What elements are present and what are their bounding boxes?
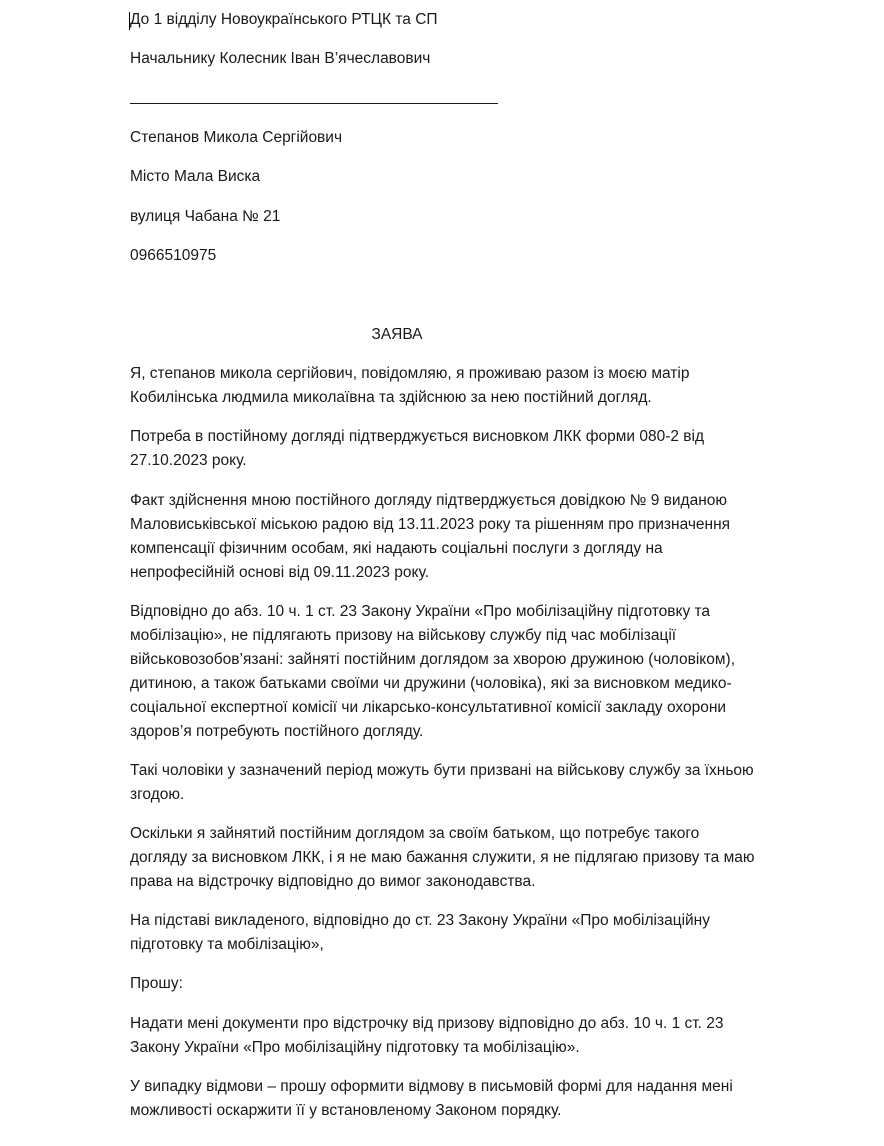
paragraph-line: Відповідно до абз. 10 ч. 1 ст. 23 Закону України «Про мобілізаційну підготовку та xyxy=(130,603,711,620)
paragraph-9 xyxy=(130,1012,770,1060)
paragraph-1 xyxy=(130,362,770,410)
paragraph-line: Кобилінська людмила миколаївна та здійснюю за нею постійний догляд. xyxy=(130,389,652,406)
paragraph-7 xyxy=(130,909,770,957)
paragraph-line: згодою. xyxy=(130,786,185,803)
paragraph-line: На підставі викладеного, відповідно до ст. 23 Закону України «Про мобілізаційну xyxy=(130,912,710,929)
paragraph-line: мобілізацію», не підлягають призову на військову службу під час мобілізації xyxy=(130,627,677,644)
paragraph-line: Маловиськівської міською радою від 13.11.2023 року та рішенням про призначення xyxy=(130,516,731,533)
paragraph-line: Факт здійснення мною постійного догляду підтверджується довідкою № 9 виданою xyxy=(130,492,728,509)
applicant-city: Місто Мала Виска xyxy=(130,168,261,185)
paragraph-line: можливості оскаржити її у встановленому Законом порядку. xyxy=(130,1102,562,1119)
paragraph-2 xyxy=(130,425,770,473)
paragraph-4 xyxy=(130,600,770,744)
recipient-line-2: Начальнику Колесник Іван В’ячеславович xyxy=(130,50,431,67)
paragraph-line: Прошу: xyxy=(130,975,183,992)
paragraph-10 xyxy=(130,1075,770,1123)
document-title: ЗАЯВА xyxy=(371,326,423,343)
paragraph-line: підготовку та мобілізацію», xyxy=(130,936,324,953)
paragraph-line: компенсації фізичним особам, які надають соціальні послуги з догляду на xyxy=(130,540,663,557)
paragraph-line: догляду за висновком ЛКК, і я не маю бажання служити, я не підлягаю призову та маю xyxy=(130,849,755,866)
paragraph-line: соціальної експертної комісії чи лікарсько-консультативної комісії закладу охорони xyxy=(130,699,727,716)
paragraph-line: Закону України «Про мобілізаційну підготовку та мобілізацію». xyxy=(130,1039,580,1056)
paragraph-5 xyxy=(130,759,770,807)
paragraph-line: Такі чоловіки у зазначений період можуть бути призвані на військову службу за їхньою xyxy=(130,762,754,779)
paragraph-line: права на відстрочку відповідно до вимог законодавства. xyxy=(130,873,536,890)
paragraph-line: 27.10.2023 року. xyxy=(130,452,247,469)
recipient-line-1: До 1 відділу Новоукраїнського РТЦК та СП xyxy=(130,11,438,28)
paragraph-line: військовозобов’язані: зайняті постійним доглядом за хворою дружиною (чоловіком), xyxy=(130,651,736,668)
paragraph-8 xyxy=(130,972,770,996)
applicant-name: Степанов Микола Сергійович xyxy=(130,129,343,146)
paragraph-line: дитиною, а також батьками своїми чи дружини (чоловіка), які за висновком медико- xyxy=(130,675,732,692)
applicant-street: вулиця Чабана № 21 xyxy=(130,208,281,225)
paragraph-6 xyxy=(130,822,770,894)
paragraph-line: непрофесійній основі від 09.11.2023 року. xyxy=(130,564,430,581)
paragraph-line: Я, степанов микола сергійович, повідомляю, я проживаю разом із моєю матір xyxy=(130,365,690,382)
paragraph-3 xyxy=(130,489,770,585)
paragraph-line: здоров’я потребують постійного догляду. xyxy=(130,723,424,740)
applicant-phone: 0966510975 xyxy=(130,247,217,264)
paragraph-line: Надати мені документи про відстрочку від призову відповідно до абз. 10 ч. 1 ст. 23 xyxy=(130,1015,724,1032)
paragraph-line: У випадку відмови – прошу оформити відмову в письмовій формі для надання мені xyxy=(130,1078,733,1095)
signature-divider xyxy=(130,103,498,104)
paragraph-line: Потреба в постійному догляді підтверджується висновком ЛКК форми 080-2 від xyxy=(130,428,705,445)
paragraph-line: Оскільки я зайнятий постійним доглядом за своїм батьком, що потребує такого xyxy=(130,825,700,842)
